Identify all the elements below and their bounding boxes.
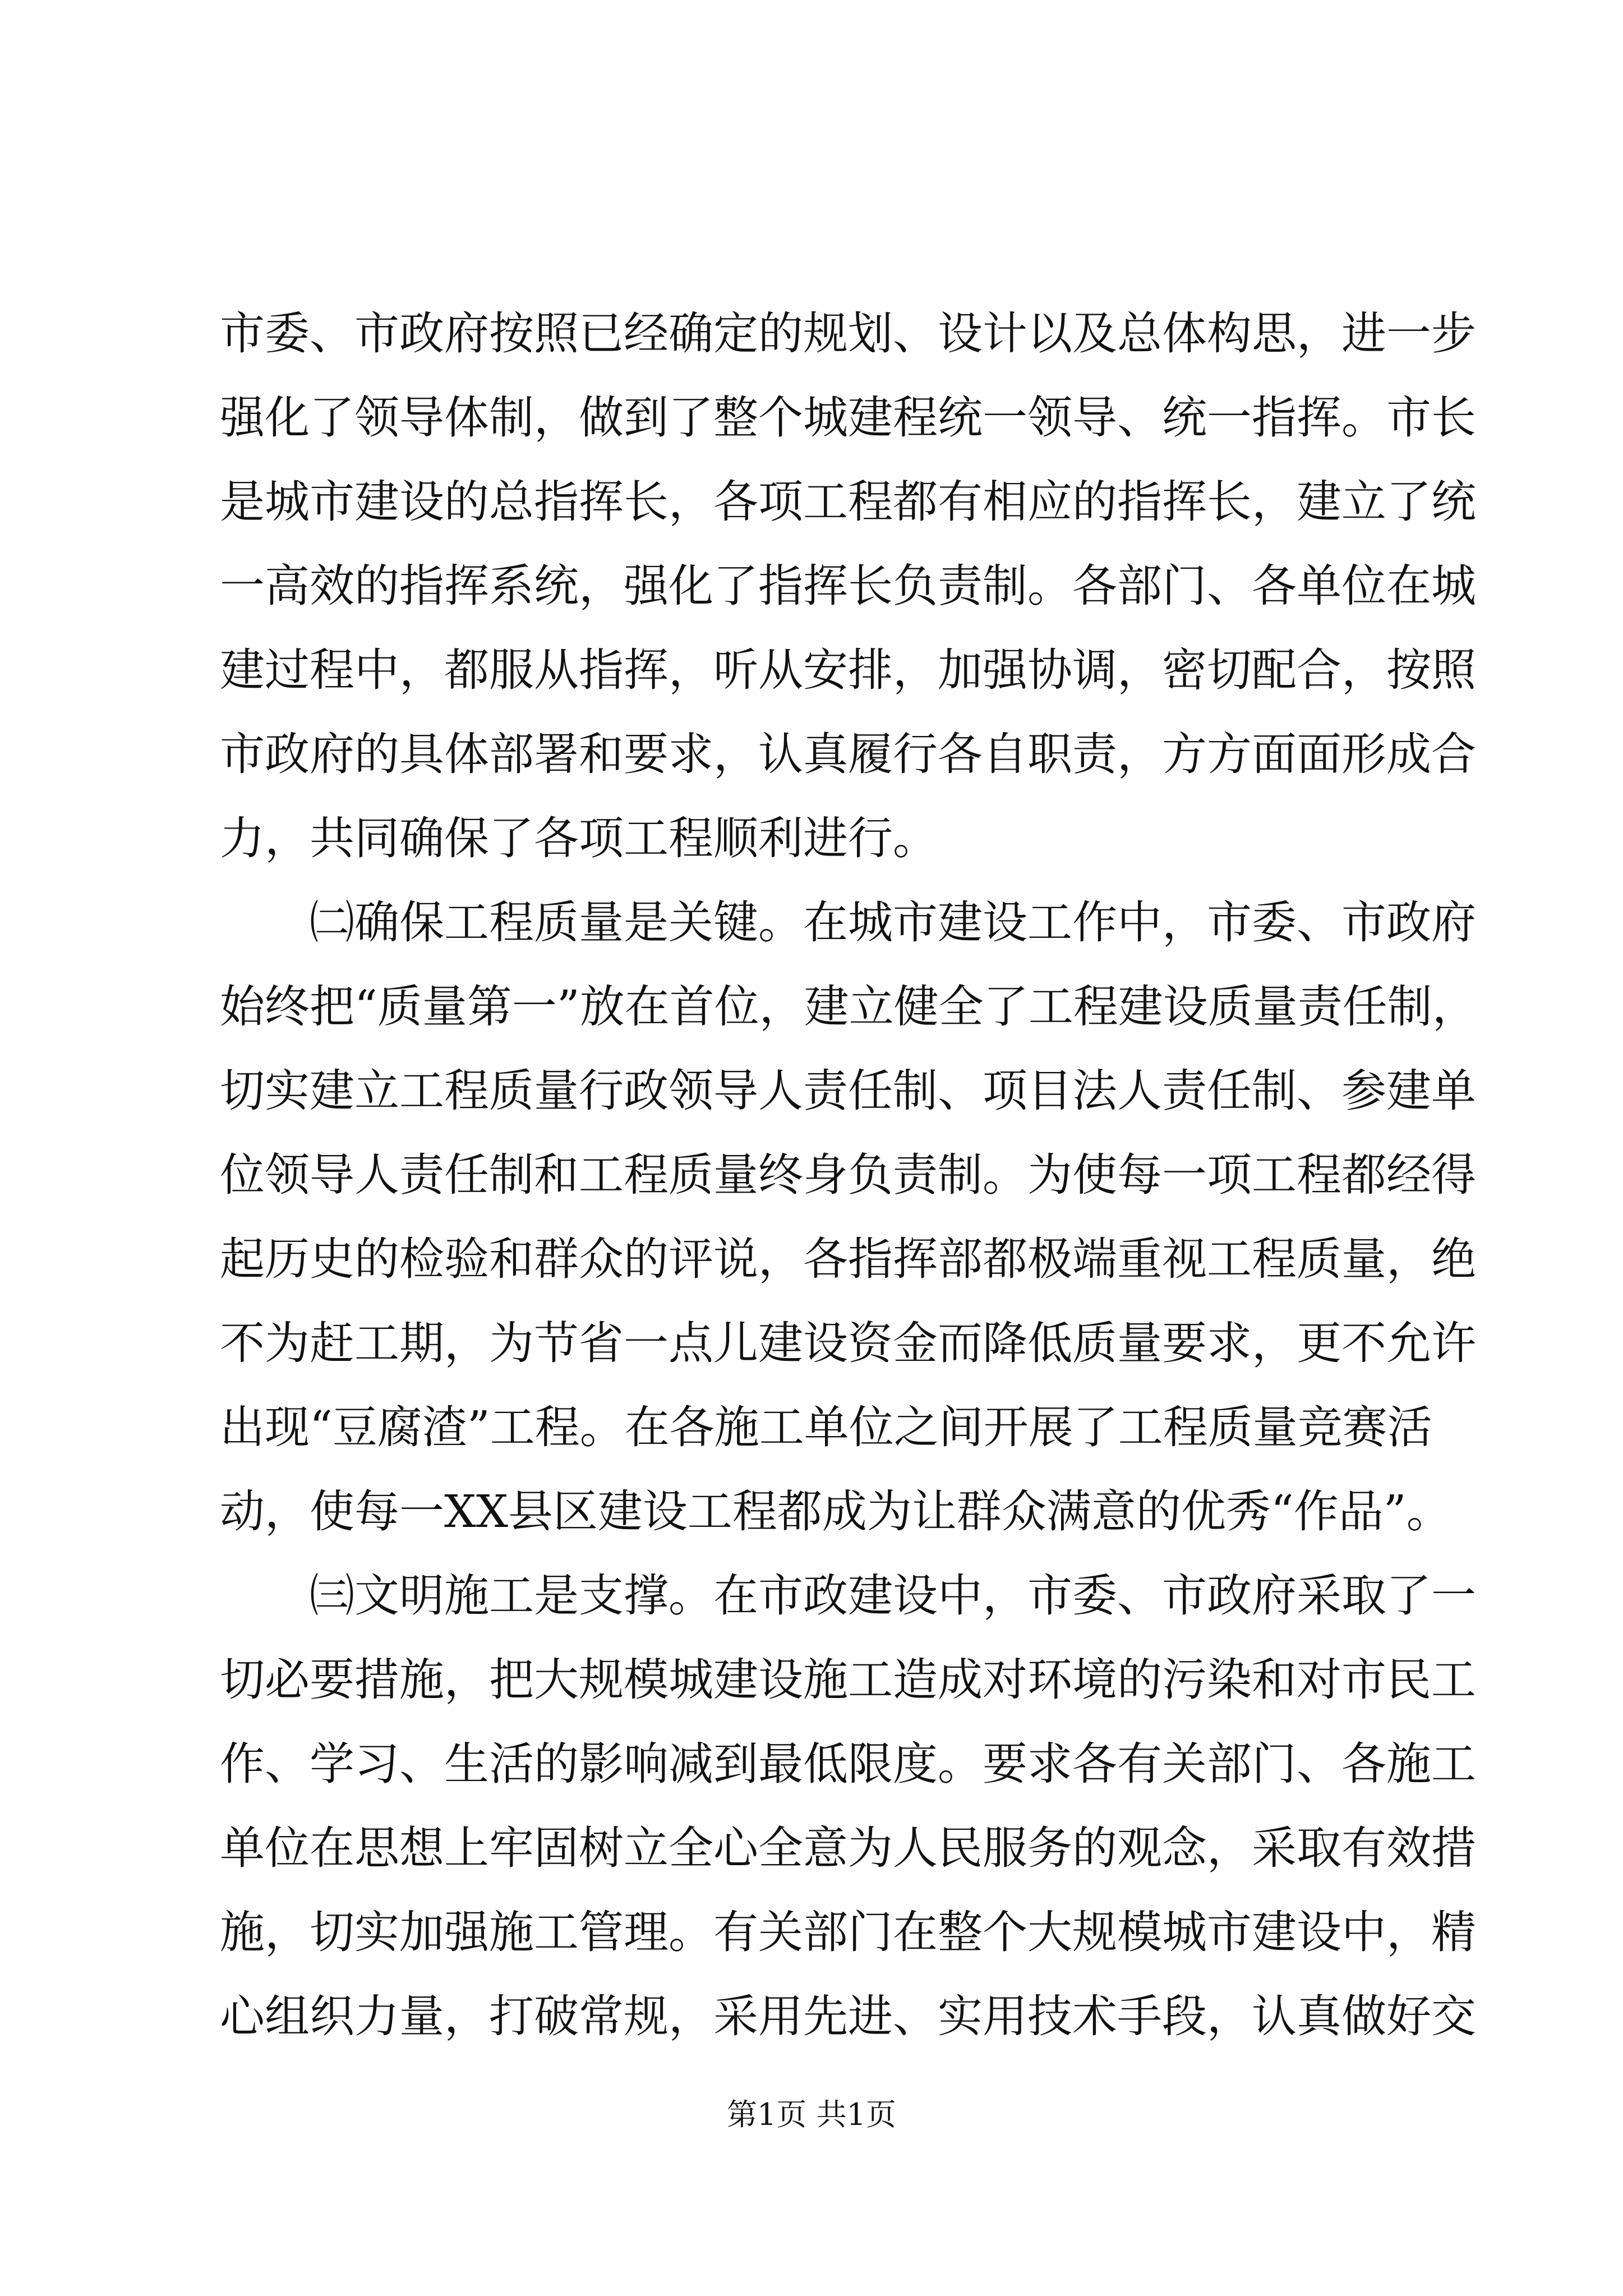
page-footer: 第1页 共1页	[727, 2097, 896, 2132]
body-line-12: 起历史的检验和群众的评说，各指挥部都极端重视工程质量，绝	[220, 1233, 1476, 1285]
body-line-11: 位领导人责任制和工程质量终身负责制。为使每一项工程都经得	[220, 1149, 1476, 1201]
body-line-7: 力，共同确保了各项工程顺利进行。	[220, 812, 938, 864]
body-line-6: 市政府的具体部署和要求，认真履行各自职责，方方面面形成合	[220, 728, 1476, 780]
body-line-3: 是城市建设的总指挥长，各项工程都有相应的指挥长，建立了统	[220, 476, 1476, 528]
body-line-17: 切必要措施，把大规模城建设施工造成对环境的污染和对市民工	[220, 1654, 1476, 1706]
body-line-18: 作、学习、生活的影响减到最低限度。要求各有关部门、各施工	[220, 1738, 1476, 1790]
section-2-heading-line: ㈡确保工程质量是关键。在城市建设工作中，市委、市政府	[310, 896, 1476, 949]
body-line-9: 始终把“质量第一”放在首位，建立健全了工程建设质量责任制，	[220, 981, 1477, 1033]
body-line-4: 一高效的指挥系统，强化了指挥长负责制。各部门、各单位在城	[220, 560, 1476, 612]
body-line-5: 建过程中，都服从指挥，听从安排，加强协调，密切配合，按照	[220, 644, 1476, 696]
body-line-14: 出现“豆腐渣”工程。在各施工单位之间开展了工程质量竞赛活	[220, 1401, 1432, 1453]
body-line-20: 施，切实加强施工管理。有关部门在整个大规模城市建设中，精	[220, 1906, 1476, 1958]
body-line-2: 强化了领导体制，做到了整个城建程统一领导、统一指挥。市长	[220, 392, 1476, 444]
body-line-19: 单位在思想上牢固树立全心全意为人民服务的观念，采取有效措	[220, 1822, 1476, 1874]
body-line-10: 切实建立工程质量行政领导人责任制、项目法人责任制、参建单	[220, 1065, 1476, 1117]
body-line-13: 不为赶工期，为节省一点儿建设资金而降低质量要求，更不允许	[220, 1317, 1476, 1369]
body-line-1: 市委、市政府按照已经确定的规划、设计以及总体构思，进一步	[220, 307, 1476, 360]
body-line-21: 心组织力量，打破常规，采用先进、实用技术手段，认真做好交	[220, 1990, 1476, 2042]
section-3-heading-line: ㈢文明施工是支撑。在市政建设中，市委、市政府采取了一	[310, 1570, 1476, 1622]
body-line-15: 动，使每一XX县区建设工程都成为让群众满意的优秀“作品”。	[220, 1485, 1451, 1538]
